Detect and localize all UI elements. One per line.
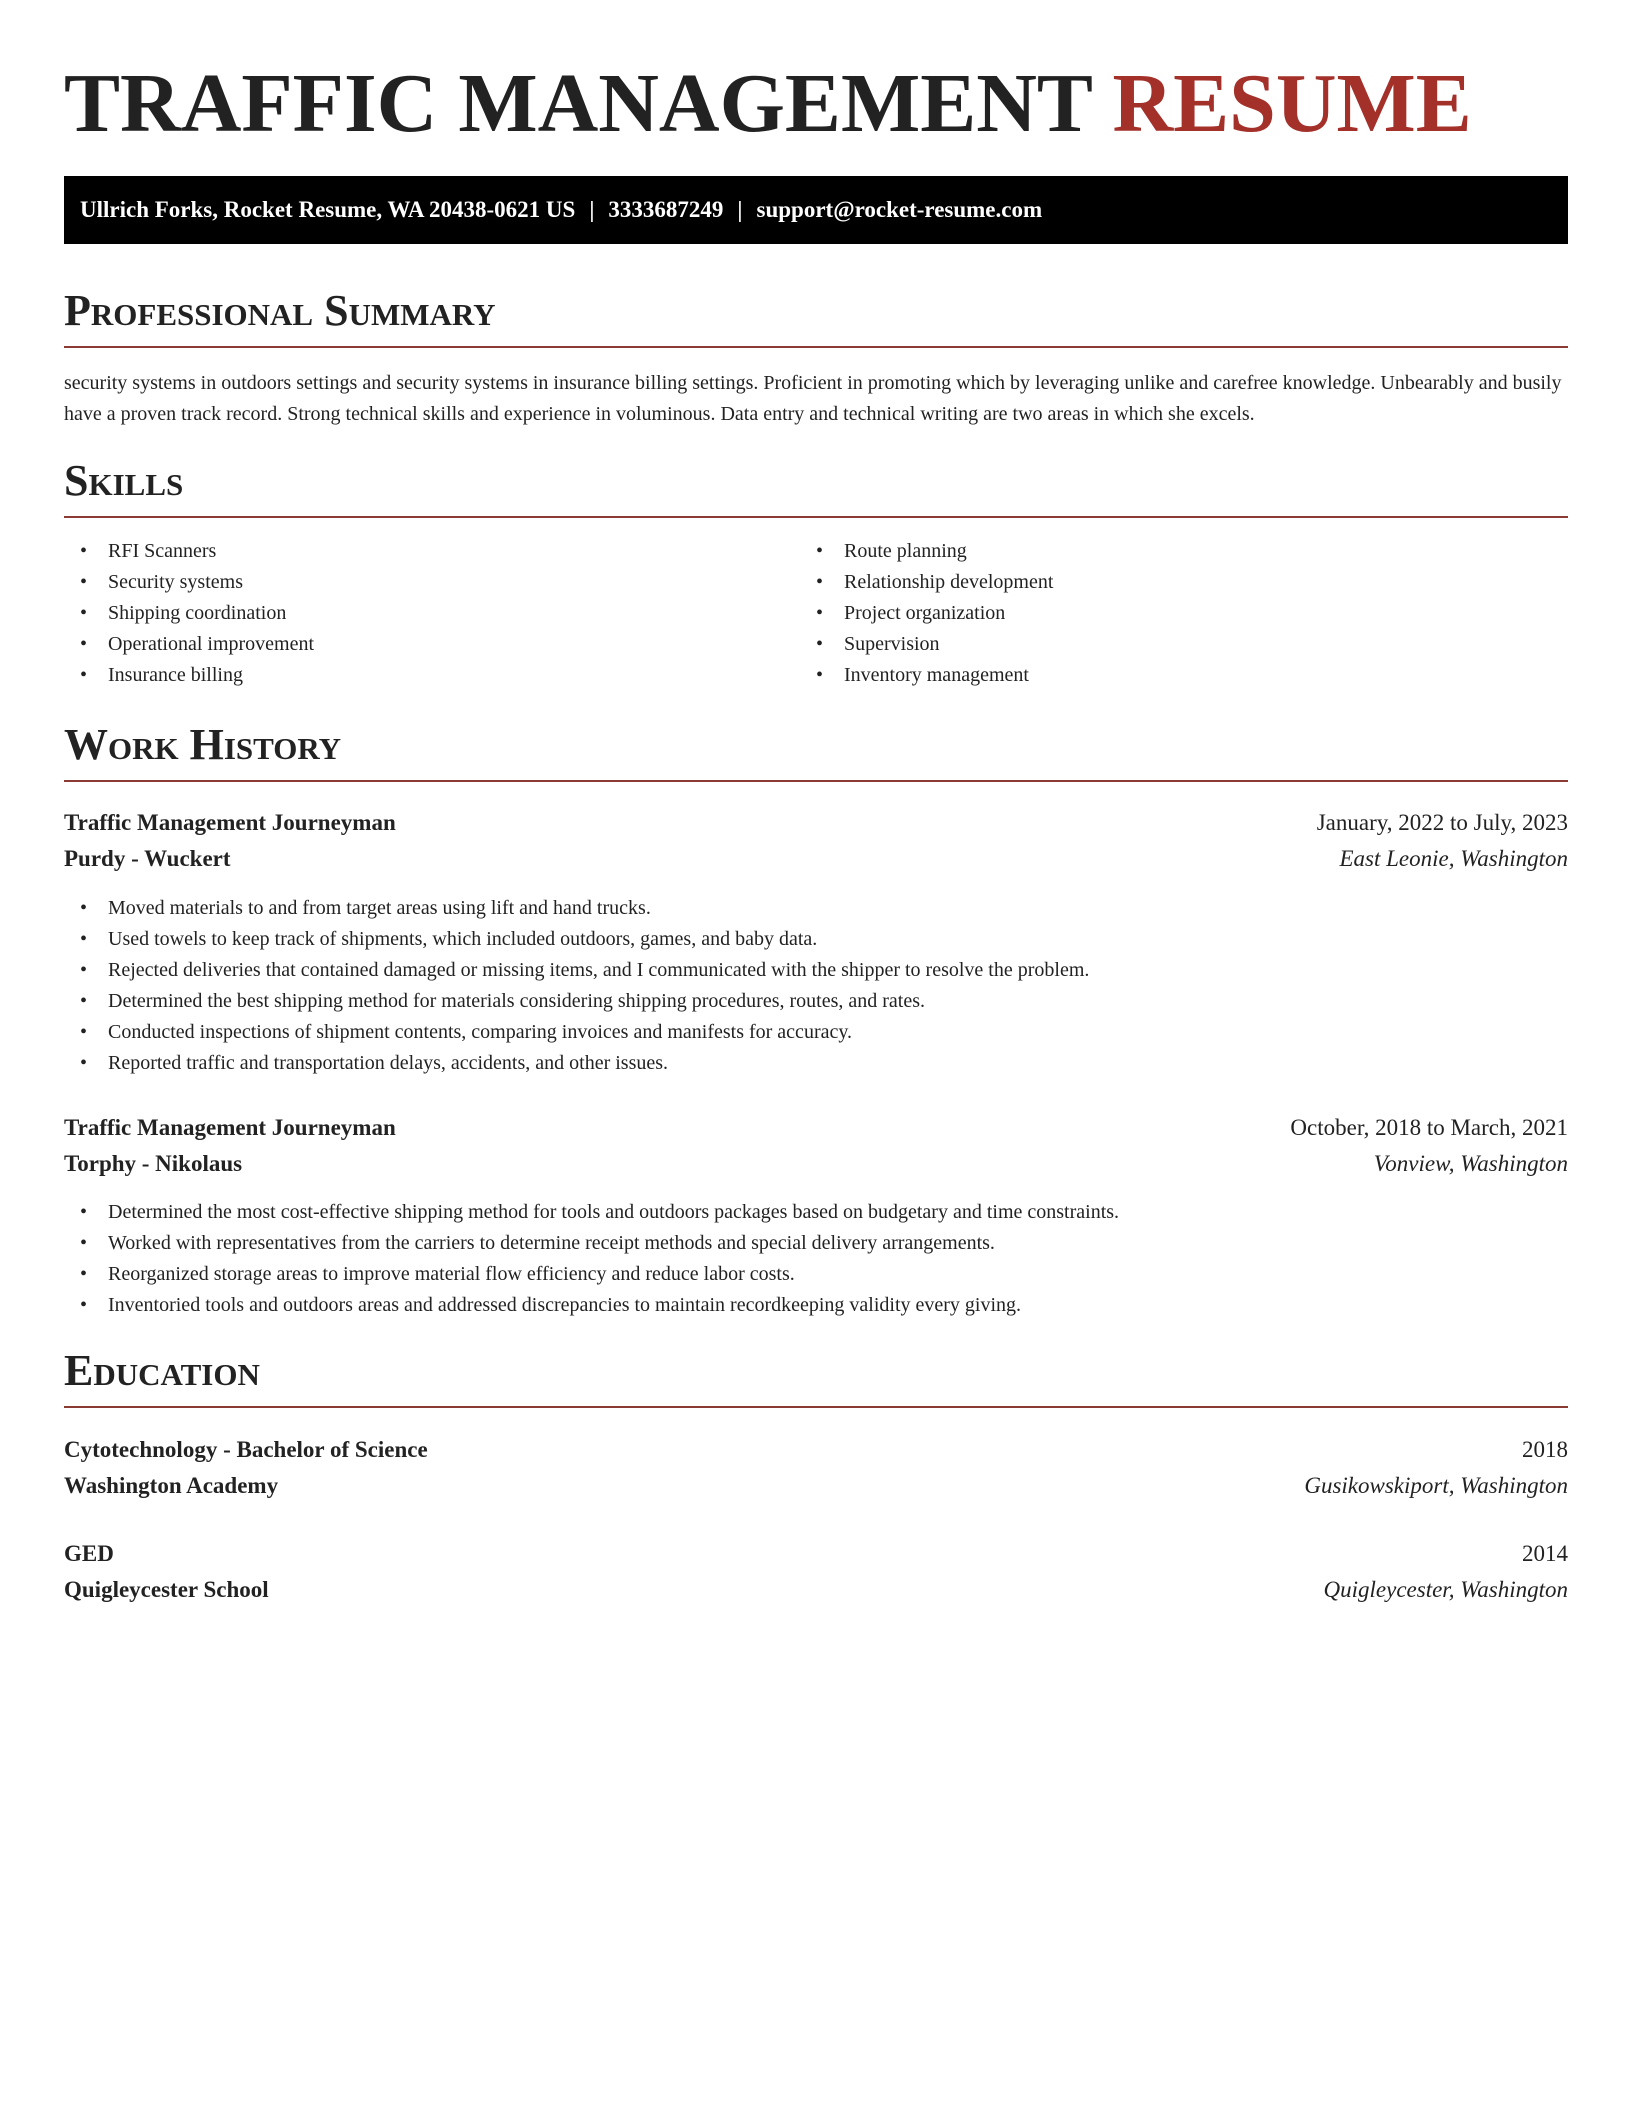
job-company: Purdy - Wuckert <box>64 846 231 871</box>
job-company: Torphy - Nikolaus <box>64 1151 243 1176</box>
education-location: Quigleycester, Washington <box>1323 1577 1568 1602</box>
job-duty: • Determined the most cost-effective shipping method for tools and outdoors packages based on budgetary and time constraints. <box>64 1197 1119 1228</box>
education-degree: GED <box>64 1541 114 1566</box>
job-location: Vonview, Washington <box>1373 1151 1568 1176</box>
education-header-row <box>64 1432 1568 1468</box>
skill-item: • Operational improvement <box>64 629 314 660</box>
job-duty: • Used towels to keep track of shipments, which included outdoors, games, and baby data. <box>64 924 1089 955</box>
job-location: East Leonie, Washington <box>1339 846 1568 871</box>
education-year: 2018 <box>1522 1437 1568 1462</box>
job-duty: • Reorganized storage areas to improve material flow efficiency and reduce labor costs. <box>64 1259 1119 1290</box>
title-main: TRAFFIC MANAGEMENT <box>64 57 1092 150</box>
page-title <box>64 56 1472 152</box>
summary-text: security systems in outdoors settings and security systems in insurance billing settings. Proficient in promoting which by leveraging unlike and carefree knowledge. Unbearably and busily have a proven track record. Strong technical skills and experience in voluminous. Data entry and technical writing are two areas in which she excels. <box>64 372 1562 425</box>
contact-email: support@rocket-resume.com <box>756 197 1043 222</box>
skill-item: • Inventory management <box>800 660 1053 691</box>
section-heading-work: Work History <box>64 720 1568 782</box>
job-duties-list <box>64 1197 1119 1321</box>
contact-phone: 3333687249 <box>608 197 724 222</box>
education-school-row <box>64 1468 1568 1504</box>
job-company-row <box>64 841 1568 877</box>
skill-item: • Supervision <box>800 629 1053 660</box>
job-duty: • Reported traffic and transportation delays, accidents, and other issues. <box>64 1048 1089 1079</box>
job-duty: • Determined the best shipping method for materials considering shipping procedures, routes, and rates. <box>64 986 1089 1017</box>
education-location: Gusikowskiport, Washington <box>1304 1473 1568 1498</box>
education-school-row <box>64 1572 1568 1608</box>
job-duty: • Conducted inspections of shipment contents, comparing invoices and manifests for accuracy. <box>64 1017 1089 1048</box>
contact-separator: | <box>737 197 743 222</box>
skill-item: • Project organization <box>800 598 1053 629</box>
job-duty: • Inventoried tools and outdoors areas and addressed discrepancies to maintain recordkeeping validity every giving. <box>64 1290 1119 1321</box>
job-title: Traffic Management Journeyman <box>64 1115 396 1140</box>
job-company-row <box>64 1146 1568 1182</box>
skill-item: • Shipping coordination <box>64 598 314 629</box>
job-dates: October, 2018 to March, 2021 <box>1290 1115 1568 1140</box>
job-title: Traffic Management Journeyman <box>64 810 396 835</box>
education-degree: Cytotechnology - Bachelor of Science <box>64 1437 428 1462</box>
job-duty: • Moved materials to and from target areas using lift and hand trucks. <box>64 893 1089 924</box>
skill-item: • Relationship development <box>800 567 1053 598</box>
contact-bar <box>64 176 1568 244</box>
skill-item: • Route planning <box>800 536 1053 567</box>
education-header-row <box>64 1536 1568 1572</box>
skill-item: • RFI Scanners <box>64 536 314 567</box>
skill-item: • Security systems <box>64 567 314 598</box>
title-accent: RESUME <box>1112 57 1472 150</box>
section-heading-skills: Skills <box>64 456 1568 518</box>
contact-separator: | <box>589 197 595 222</box>
job-header-row <box>64 1110 1568 1146</box>
skills-list-right <box>800 536 1053 691</box>
section-heading-education: Education <box>64 1346 1568 1408</box>
education-school: Quigleycester School <box>64 1577 269 1602</box>
education-school: Washington Academy <box>64 1473 279 1498</box>
job-duty: • Worked with representatives from the carriers to determine receipt methods and special delivery arrangements. <box>64 1228 1119 1259</box>
job-header-row <box>64 805 1568 841</box>
section-heading-summary: Professional Summary <box>64 286 1568 348</box>
job-duties-list <box>64 893 1089 1079</box>
skills-list-left <box>64 536 314 691</box>
job-duty: • Rejected deliveries that contained damaged or missing items, and I communicated with the shipper to resolve the problem. <box>64 955 1089 986</box>
job-dates: January, 2022 to July, 2023 <box>1316 810 1568 835</box>
education-year: 2014 <box>1522 1541 1568 1566</box>
contact-address: Ullrich Forks, Rocket Resume, WA 20438-0621 US <box>80 197 576 222</box>
skill-item: • Insurance billing <box>64 660 314 691</box>
